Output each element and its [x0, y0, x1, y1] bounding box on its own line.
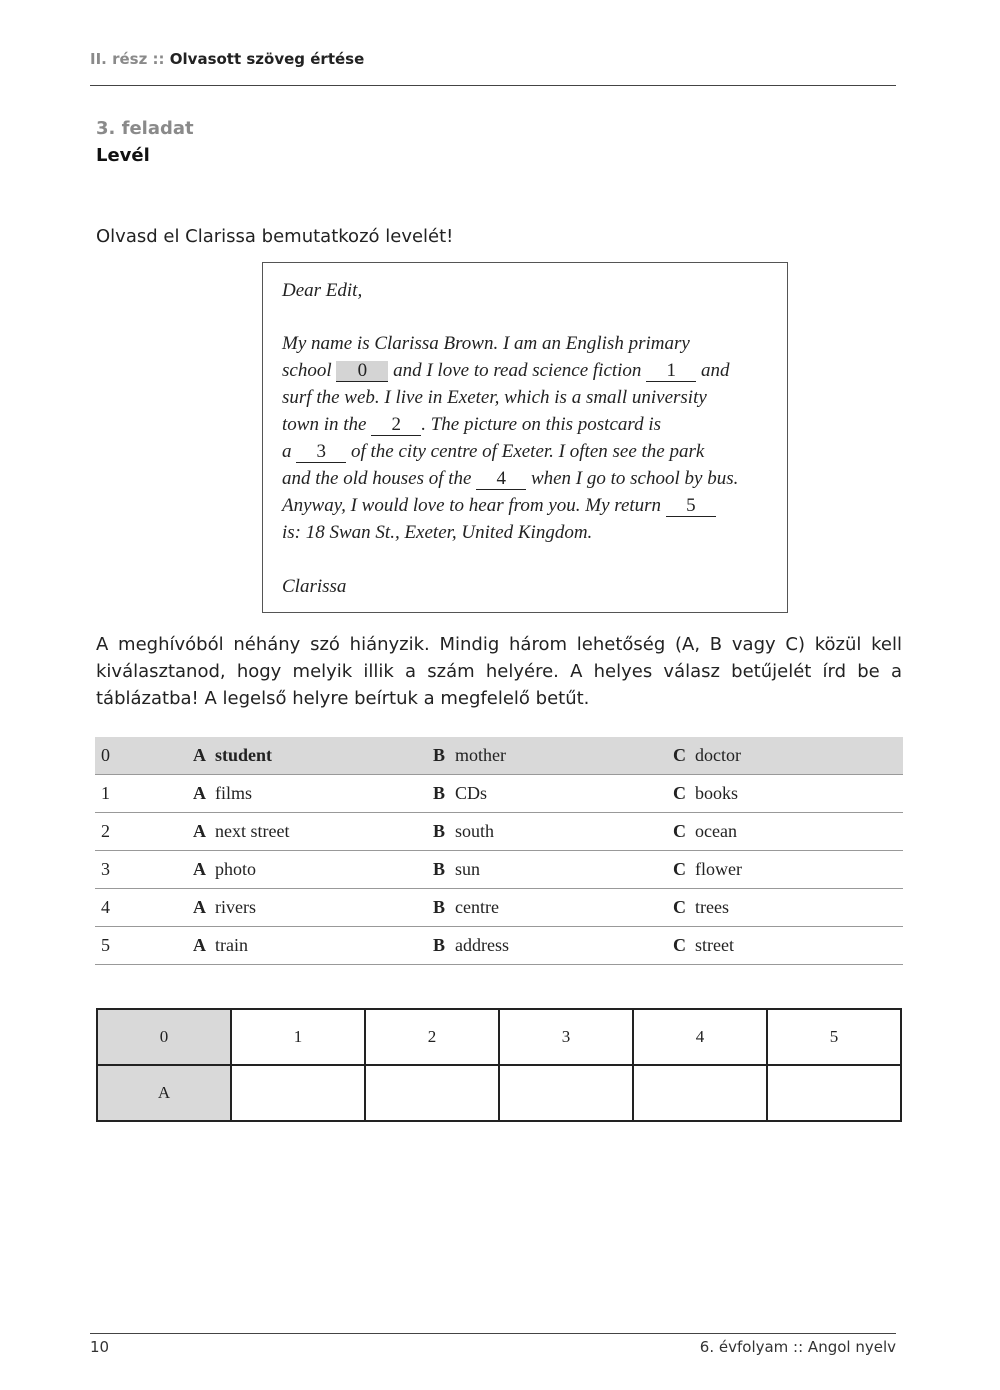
option-letter: B	[433, 745, 446, 765]
instructions-text: A meghívóból néhány szó hiányzik. Mindig három lehetőség (A, B vagy C) közül kell kiválasztanod, hogy melyik illik a szám helyére. A helyes válasz betűjelét írd be a táblázatba! A legelső helyre beírtuk a megfelelő betűt.	[96, 634, 902, 709]
option-b	[433, 927, 673, 965]
option-number: 4	[95, 889, 193, 927]
option-row	[95, 889, 903, 927]
page-number: 10	[90, 1338, 110, 1356]
option-letter: A	[193, 821, 206, 841]
option-letter: A	[193, 783, 206, 803]
header-separator: ::	[152, 50, 165, 68]
letter-text: when I go to school by bus.	[530, 468, 739, 489]
option-c	[673, 737, 903, 775]
answer-cell[interactable]	[633, 1065, 767, 1121]
answer-cell[interactable]	[365, 1065, 499, 1121]
option-letter: C	[673, 783, 686, 803]
option-b	[433, 813, 673, 851]
answer-header: 5	[767, 1009, 901, 1065]
option-a	[193, 737, 433, 775]
option-a	[193, 889, 433, 927]
answer-cell[interactable]	[767, 1065, 901, 1121]
option-c	[673, 851, 903, 889]
option-text: CDs	[455, 783, 488, 803]
letter-greeting: Dear Edit,	[282, 280, 363, 301]
option-row-example	[95, 737, 903, 775]
option-text: centre	[455, 897, 499, 917]
answer-header: 1	[231, 1009, 365, 1065]
option-a	[193, 927, 433, 965]
options-table	[95, 737, 903, 965]
option-text: flower	[695, 859, 742, 879]
option-letter: A	[193, 859, 206, 879]
answer-header: 4	[633, 1009, 767, 1065]
option-row	[95, 927, 903, 965]
letter-line	[282, 495, 716, 517]
task-title: Levél	[96, 145, 150, 166]
option-letter: B	[433, 783, 446, 803]
answer-header: 2	[365, 1009, 499, 1065]
option-text: next street	[215, 821, 290, 841]
letter-line	[282, 414, 661, 436]
letter-line	[282, 360, 729, 382]
letter-line: My name is Clarissa Brown. I am an English primary	[282, 333, 690, 354]
gap-0: 0	[336, 361, 388, 382]
footer-subject: 6. évfolyam :: Angol nyelv	[699, 1338, 896, 1356]
option-text: films	[215, 783, 253, 803]
header-part: II. rész	[90, 50, 148, 68]
option-text: ocean	[695, 821, 737, 841]
option-c	[673, 775, 903, 813]
answer-cell-example: A	[97, 1065, 231, 1121]
answer-header: 3	[499, 1009, 633, 1065]
letter-box	[262, 262, 788, 613]
letter-line: is: 18 Swan St., Exeter, United Kingdom.	[282, 522, 593, 543]
option-number: 0	[95, 737, 193, 775]
answer-cell[interactable]	[499, 1065, 633, 1121]
option-text: south	[455, 821, 495, 841]
option-text: mother	[455, 745, 506, 765]
task-number: 3. feladat	[96, 118, 194, 139]
letter-line: surf the web. I live in Exeter, which is a small university	[282, 387, 707, 408]
page-header	[90, 50, 364, 68]
letter-text: school	[282, 360, 332, 381]
gap-1: 1	[646, 361, 696, 382]
gap-5: 5	[666, 496, 716, 517]
option-text: sun	[455, 859, 481, 879]
letter-line	[282, 468, 738, 490]
option-text: student	[215, 745, 273, 765]
option-text: address	[455, 935, 509, 955]
header-title: Olvasott szöveg értése	[169, 50, 365, 68]
footer-divider	[90, 1333, 896, 1334]
answer-header-row	[97, 1009, 901, 1065]
option-c	[673, 813, 903, 851]
option-text: street	[695, 935, 734, 955]
option-number: 2	[95, 813, 193, 851]
letter-line	[282, 441, 704, 463]
option-row	[95, 775, 903, 813]
letter-text: and I love to read science fiction	[393, 360, 642, 381]
option-letter: A	[193, 745, 206, 765]
letter-text: . The picture on this postcard is	[421, 414, 661, 435]
option-row	[95, 813, 903, 851]
answer-table	[96, 1008, 902, 1122]
option-letter: B	[433, 859, 446, 879]
option-b	[433, 775, 673, 813]
option-b	[433, 851, 673, 889]
option-letter: C	[673, 935, 686, 955]
letter-text: Anyway, I would love to hear from you. My return	[282, 495, 662, 516]
option-text: photo	[215, 859, 257, 879]
letter-signature: Clarissa	[282, 576, 347, 597]
option-number: 1	[95, 775, 193, 813]
letter-text: of the city centre of Exeter. I often see the park	[351, 441, 705, 462]
option-b	[433, 737, 673, 775]
option-b	[433, 889, 673, 927]
option-letter: B	[433, 897, 446, 917]
option-letter: C	[673, 859, 686, 879]
option-text: rivers	[215, 897, 256, 917]
answer-cell[interactable]	[231, 1065, 365, 1121]
letter-text: and	[700, 360, 730, 381]
option-letter: C	[673, 745, 686, 765]
letter-text: and the old houses of the	[282, 468, 472, 489]
option-text: doctor	[695, 745, 741, 765]
option-number: 5	[95, 927, 193, 965]
intro-text: Olvasd el Clarissa bemutatkozó levelét!	[96, 226, 454, 247]
letter-text: a	[282, 441, 292, 462]
gap-4: 4	[476, 469, 526, 490]
option-letter: B	[433, 935, 446, 955]
option-c	[673, 889, 903, 927]
option-letter: C	[673, 897, 686, 917]
option-letter: A	[193, 897, 206, 917]
option-text: trees	[695, 897, 729, 917]
answer-row	[97, 1065, 901, 1121]
option-row	[95, 851, 903, 889]
option-c	[673, 927, 903, 965]
gap-3: 3	[296, 442, 346, 463]
option-text: books	[695, 783, 739, 803]
letter-text: town in the	[282, 414, 367, 435]
option-letter: C	[673, 821, 686, 841]
option-text: train	[215, 935, 248, 955]
option-number: 3	[95, 851, 193, 889]
header-divider	[90, 85, 896, 86]
answer-header: 0	[97, 1009, 231, 1065]
gap-2: 2	[371, 415, 421, 436]
option-letter: B	[433, 821, 446, 841]
option-a	[193, 775, 433, 813]
option-a	[193, 851, 433, 889]
option-letter: A	[193, 935, 206, 955]
option-a	[193, 813, 433, 851]
